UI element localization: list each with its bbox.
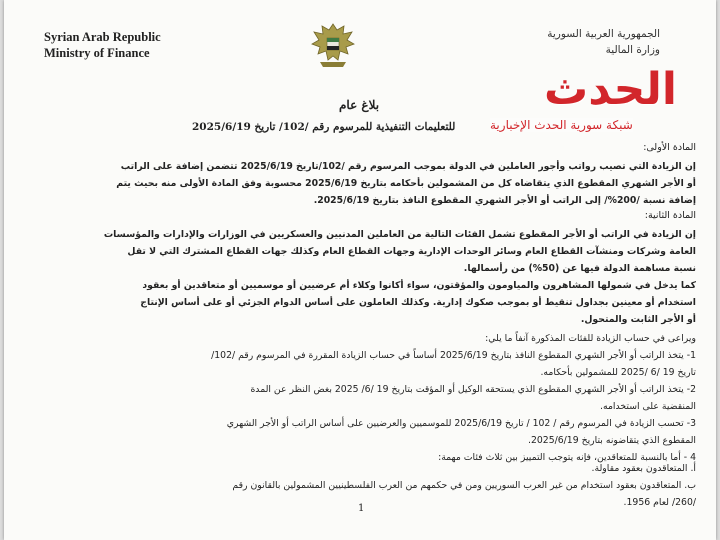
consideration-line: 4 - أما بالنسبة للمتعاقدين، فإنه يتوجب التمييز بين ثلاث فئات مهمة:	[438, 452, 696, 463]
article-2-line: العامة وشركات ومنشآت القطاع العام وسائر الوحدات الإدارية وجهات القطاع العام وكذلك جهات القطاع المشترك التي لا تقل	[127, 246, 696, 257]
article-2-line: استخدام أو معينين بجداول تنقيط أو بموجب صكوك إدارية. وكذلك العاملون على أساس الدوام الجزئي أو على أساس الإنتاج	[140, 297, 696, 308]
document-subtitle: للتعليمات التنفيذية للمرسوم رقم /102/ تاريخ 2025/6/19	[192, 121, 456, 133]
article-2-line: إن الزيادة في الراتب أو الأجر المقطوع تشمل الفئات التالية من العاملين المدنيين والعسكريين في الوزارات والإدارات والمؤسسات	[103, 229, 696, 240]
watermark-caption: شبكة سورية الحدث الإخبارية	[490, 118, 633, 132]
consideration-line: 3- تحسب الزيادة في المرسوم رقم / 102 / تاريخ 2025/6/19 للموسميين والعرضيين على أساس الراتب أو الأجر الشهري	[226, 418, 696, 429]
article-2-heading: المادة الثانية:	[644, 210, 696, 221]
watermark-logo: الحدث	[544, 64, 677, 115]
article-2-line: نسبة مساهمة الدولة فيها عن (50%) من رأسمالها.	[463, 263, 696, 274]
scanned-page	[4, 0, 716, 540]
category-b-line: ب. المتعاقدون بعقود استخدام من غير العرب السوريين ومن في حكمهم من العرب الفلسطينيين المشمولين بالقانون رقم	[232, 480, 696, 491]
header-ar-country: الجمهورية العربية السورية	[547, 28, 660, 40]
consideration-line: تاريخ 19 /6 /2025 للمشمولين بأحكامه.	[540, 367, 696, 378]
article-2-line: كما يدخل في شمولها المشاهرون والمياومون والمؤقتون، سواء أكانوا وكلاء أم عرضيين أو موسميين أو متعاقدين أو بعقود	[142, 280, 696, 291]
article-1-heading: المادة الأولى:	[643, 142, 696, 153]
consideration-line: المقطوع الذي يتقاضونه بتاريخ 2025/6/19.	[527, 435, 696, 446]
considerations-block	[66, 330, 696, 466]
article-1-line: إن الزيادة التي تصيب رواتب وأجور العاملين في الدولة بموجب المرسوم رقم /102/تاريخ 2025/6/19 تتضمن إضافة على الراتب	[120, 161, 696, 172]
header-en-country: Syrian Arab Republic	[44, 30, 161, 44]
consideration-line: 2- يتخذ الراتب أو الأجر الشهري المقطوع الذي يستحقه الوكيل أو المؤقت بتاريخ 19 /6/ 2025 بغض النظر عن المدة	[250, 384, 696, 395]
header-ar-ministry: وزارة المالية	[605, 44, 660, 56]
page-number: 1	[358, 503, 365, 514]
document-title: بلاغ عام	[339, 98, 380, 112]
article-2-body	[66, 226, 696, 328]
category-b-line: /260/ لعام 1956.	[623, 497, 696, 508]
consideration-line: 1- يتخذ الراتب أو الأجر الشهري المقطوع النافذ بتاريخ 2025/6/19 أساساً في حساب الزيادة المقررة في المرسوم رقم /102/	[211, 350, 696, 361]
categories-block	[66, 460, 696, 511]
article-1-body	[66, 158, 696, 209]
article-1-line: أو الأجر الشهري المقطوع الذي يتقاضاه كل من المشمولين بأحكامه بتاريخ 2025/6/19 محسوبة وفق المادة الأولى منه بحيث يتم	[116, 178, 696, 189]
syrian-eagle-emblem	[310, 20, 356, 70]
category-a: أ. المتعاقدون بعقود مقاولة.	[591, 463, 696, 474]
consideration-line: المنقضية على استخدامه.	[600, 401, 696, 412]
article-2-line: أو الأجر الثابت والمتحول.	[580, 314, 696, 325]
considerations-intro: ويراعى في حساب الزيادة للفئات المذكورة آنفاً ما يلي:	[485, 333, 696, 344]
article-1-line: إضافة نسبة /200%/ إلى الراتب أو الأجر الشهري المقطوع النافذ بتاريخ 2025/6/19.	[313, 195, 696, 206]
header-en-ministry: Ministry of Finance	[44, 46, 150, 60]
